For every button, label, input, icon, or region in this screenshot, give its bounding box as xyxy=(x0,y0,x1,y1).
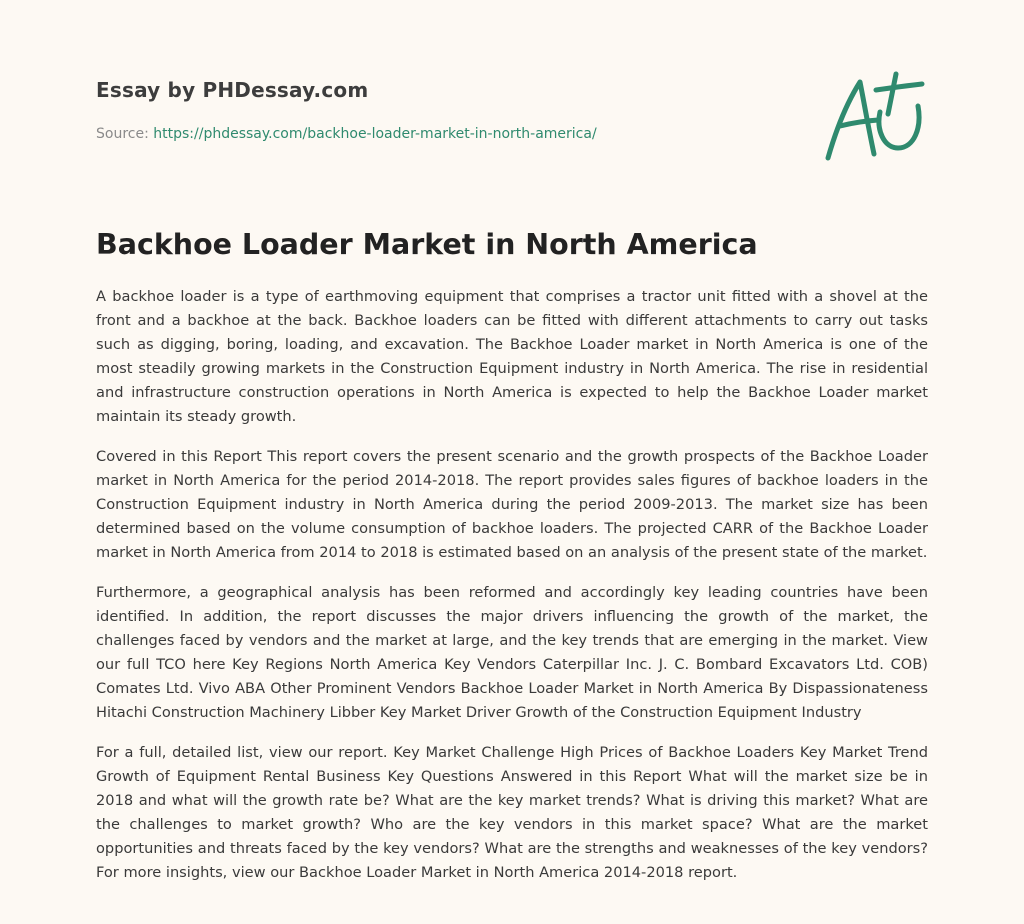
essay-title: Backhoe Loader Market in North America xyxy=(96,228,758,261)
paragraph: Furthermore, a geographical analysis has been reformed and accordingly key leading countries have been identified. In addition, the report discusses the major drivers influencing the growth of the market, the challenges faced by vendors and the market at large, and the key trends that are emerging in the market. View our full TCO here Key Regions North America Key Vendors Caterpillar Inc. J. C. Bombard Excavators Ltd. COB) Comates Ltd. Vivo ABA Other Prominent Vendors Backhoe Loader Market in North America By Dispassionateness Hitachi Construction Machinery Libber Key Market Driver Growth of the Construction Equipment Industry xyxy=(96,584,928,721)
paragraph: For a full, detailed list, view our report. Key Market Challenge High Prices of Backhoe Loaders Key Market Trend Growth of Equipment Rental Business Key Questions Answered in this Report What will the market size be in 2018 and what will the growth rate be? What are the key market trends? What is driving this market? What are the challenges to market growth? Who are the key vendors in this market space? What are the market opportunities and threats faced by the key vendors? What are the strengths and weaknesses of the key vendors? For more insights, view our Backhoe Loader Market in North America 2014-2018 report. xyxy=(96,744,928,881)
essay-header xyxy=(96,76,796,144)
site-brand: Essay by PHDessay.com xyxy=(96,78,369,102)
source-line xyxy=(96,124,796,144)
source-label: Source: xyxy=(96,126,154,142)
source-link[interactable]: https://phdessay.com/backhoe-loader-market-in-north-america/ xyxy=(153,126,597,142)
paragraph: Covered in this Report This report covers the present scenario and the growth prospects of the Backhoe Loader market in North America for the period 2014-2018. The report provides sales figures of backhoe loaders in the Construction Equipment industry in North America during the period 2009-2013. The market size has been determined based on the volume consumption of backhoe loaders. The projected CARR of the Backhoe Loader market in North America from 2014 to 2018 is estimated based on an analysis of the present state of the market. xyxy=(96,448,928,561)
a-plus-grade-icon xyxy=(818,68,930,168)
paragraph: A backhoe loader is a type of earthmoving equipment that comprises a tractor unit fitted with a shovel at the front and a backhoe at the back. Backhoe loaders can be fitted with different attachments to carry out tasks such as digging, boring, loading, and excavation. The Backhoe Loader market in North America is one of the most steadily growing markets in the Construction Equipment industry in North America. The rise in residential and infrastructure construction operations in North America is expected to help the Backhoe Loader market maintain its steady growth. xyxy=(96,288,928,425)
essay-body xyxy=(96,285,928,901)
